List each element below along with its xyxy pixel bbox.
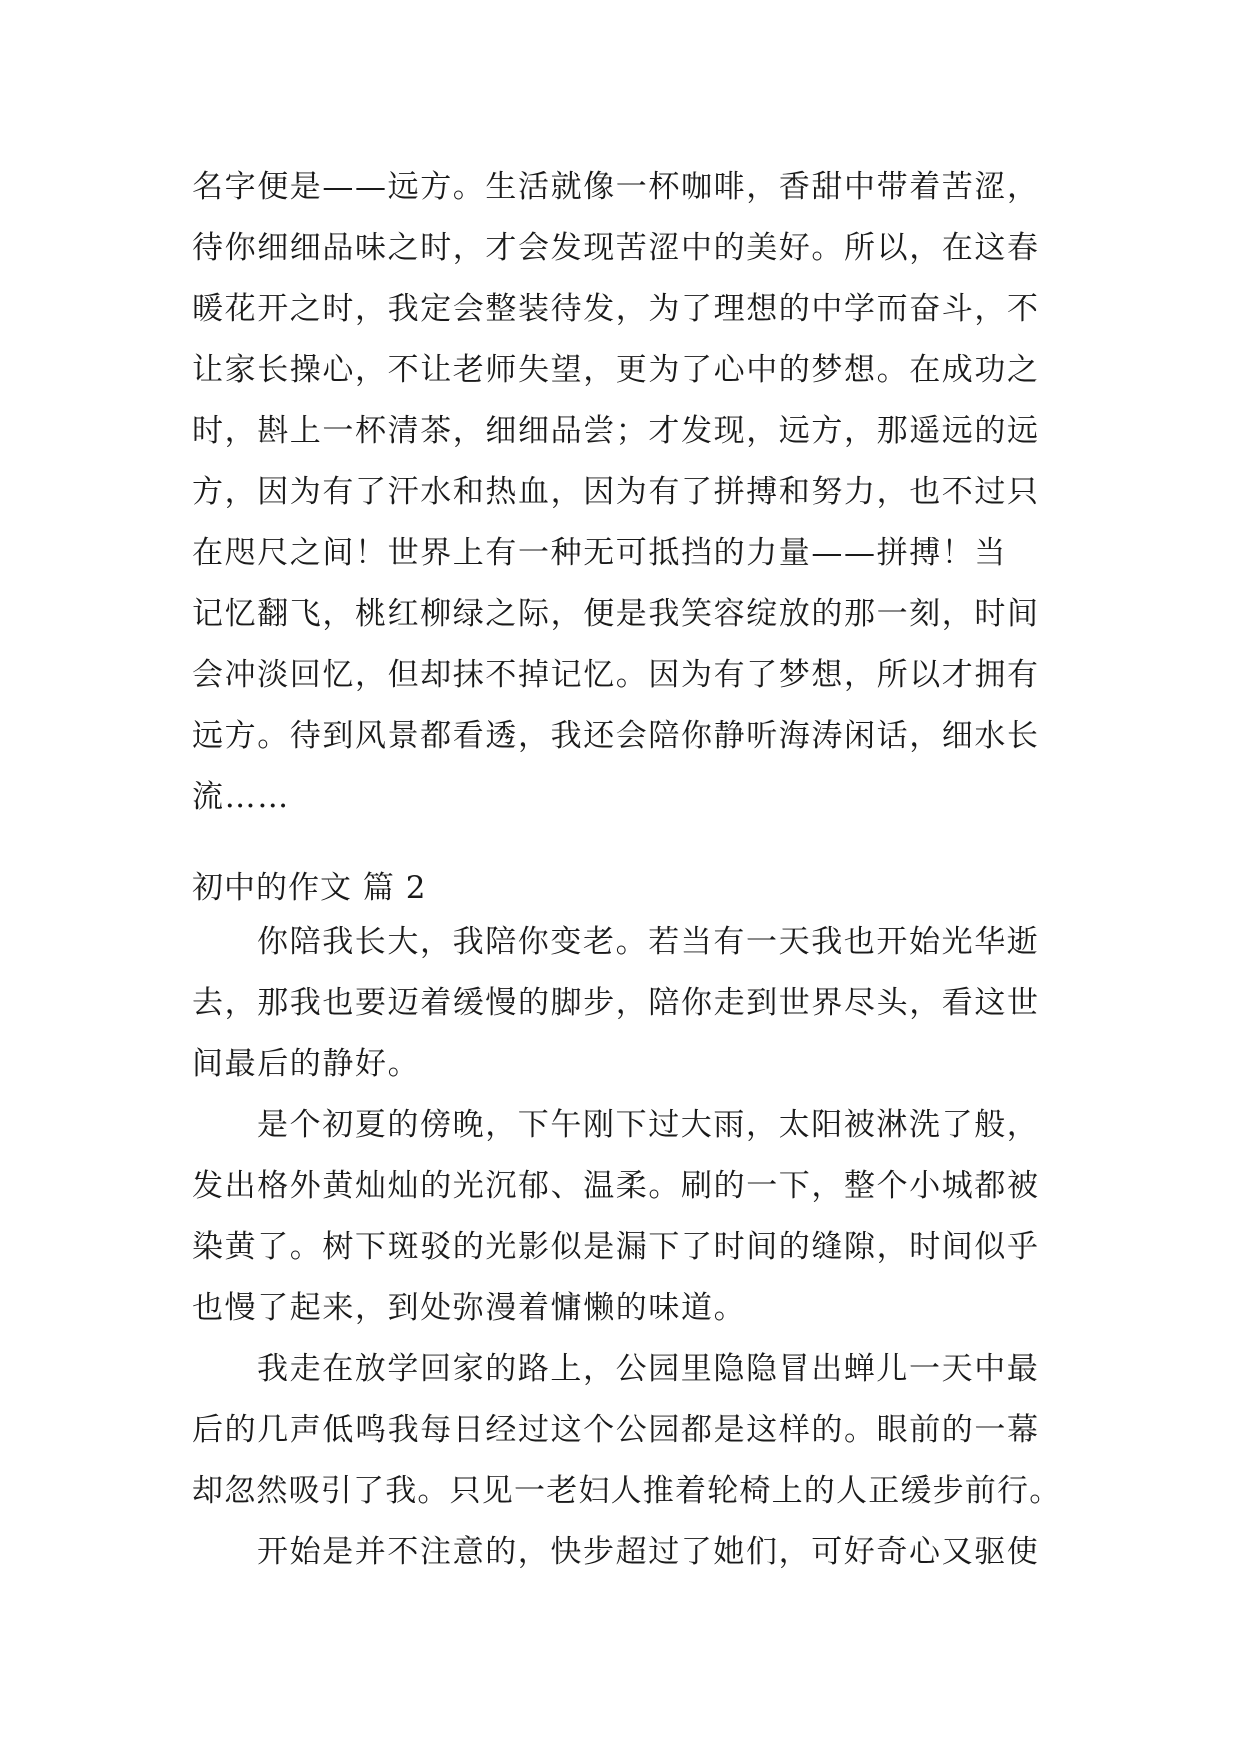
text-line: 让家长操心，不让老师失望，更为了心中的梦想。在成功之 (192, 352, 1040, 388)
text-line: 发出格外黄灿灿的光沉郁、温柔。刷的一下，整个小城都被 (192, 1168, 1040, 1204)
text-line: 开始是并不注意的，快步超过了她们，可好奇心又驱使 (257, 1534, 1040, 1570)
text-line: 流…… (192, 779, 290, 815)
text-line: 却忽然吸引了我。只见一老妇人推着轮椅上的人正缓步前行。 (192, 1473, 1062, 1509)
text-line: 名字便是——远方。生活就像一杯咖啡，香甜中带着苦涩， (192, 169, 1040, 205)
text-line: 时，斟上一杯清茶，细细品尝；才发现，远方，那遥远的远 (192, 413, 1040, 449)
text-line: 也慢了起来，到处弥漫着慵懒的味道。 (192, 1290, 747, 1326)
text-line: 待你细细品味之时，才会发现苦涩中的美好。所以，在这春 (192, 230, 1040, 266)
text-line: 是个初夏的傍晚，下午刚下过大雨，太阳被淋洗了般， (257, 1107, 1040, 1143)
section-heading: 初中的作文 篇 2 (192, 870, 427, 906)
text-line: 在咫尺之间！世界上有一种无可抵挡的力量——拼搏！当 (192, 535, 1007, 571)
continuation-paragraph (192, 157, 1062, 828)
text-line: 远方。待到风景都看透，我还会陪你静听海涛闲话，细水长 (192, 718, 1040, 754)
text-line: 间最后的静好。 (192, 1046, 421, 1082)
text-line: 你陪我长大，我陪你变老。若当有一天我也开始光华逝 (257, 924, 1040, 960)
text-line: 记忆翻飞，桃红柳绿之际，便是我笑容绽放的那一刻，时间 (192, 596, 1040, 632)
text-line: 后的几声低鸣我每日经过这个公园都是这样的。眼前的一幕 (192, 1412, 1040, 1448)
text-line: 暖花开之时，我定会整装待发，为了理想的中学而奋斗，不 (192, 291, 1040, 327)
text-line: 我走在放学回家的路上，公园里隐隐冒出蝉儿一天中最 (257, 1351, 1040, 1387)
text-line: 去，那我也要迈着缓慢的脚步，陪你走到世界尽头，看这世 (192, 985, 1040, 1021)
text-line: 会冲淡回忆，但却抹不掉记忆。因为有了梦想，所以才拥有 (192, 657, 1040, 693)
text-line: 染黄了。树下斑驳的光影似是漏下了时间的缝隙，时间似乎 (192, 1229, 1040, 1265)
essay-body (192, 912, 1062, 1583)
text-line: 方，因为有了汗水和热血，因为有了拼搏和努力，也不过只 (192, 474, 1040, 510)
